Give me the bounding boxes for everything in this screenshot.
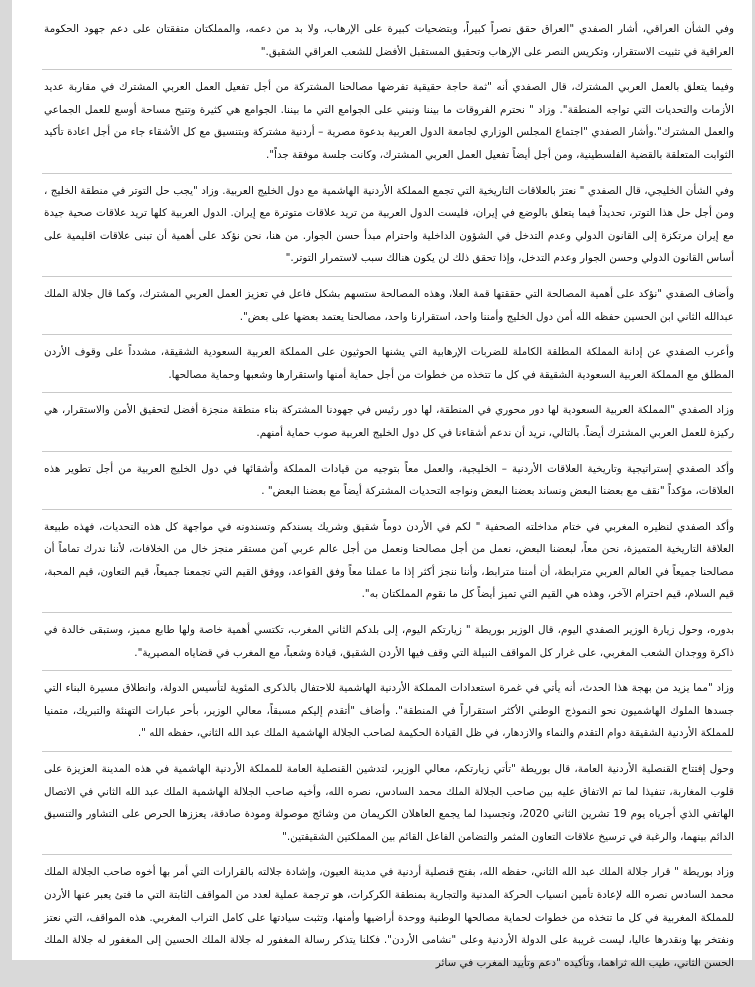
paragraph-divider	[42, 69, 732, 70]
document-page	[12, 0, 752, 969]
paragraph-divider	[42, 854, 732, 855]
paragraph-divider	[42, 509, 732, 510]
paragraph-divider	[42, 334, 732, 335]
paragraph: وأكد الصفدي لنظيره المغربي في ختام مداخلته الصحفية " لكم في الأردن دوماً شقيق وشريك يسندكم وتسندونه في مواجهة كل هذه التحديات، فهذه طبيعة العلاقة التاريخية المتميزة، نحن معاً، لبعضنا البعض، نعمل من أجل مصالحنا ونعمل من أجل عالم عربي آمن مستقر منجز خال من الخلافات، لأننا ندرك تماماً أن مصالحنا جميعاً في العالم العربي مترابطة، أن أمننا مترابط، وأننا ننجز أكثر إذا ما عملنا معاً وفق القواعد، ووفق القيم التي تجمعنا جميعاً، قيم التعاون، قيم المحبة، قيم السلام، قيم احترام الآخر، وهذه هي القيم التي تميز أيضاً كل ما نقوم المملكتان به".	[44, 520, 734, 601]
paragraph: وأضاف الصفدي "نؤكد على أهمية المصالحة التي حققتها قمة العلا، وهذه المصالحة ستسهم بشكل فاعل في تعزيز العمل العربي المشترك، وكما قال جلالة الملك عبدالله الثاني ابن الحسين حفظه الله أمن دول الخليج وأمننا واحد، استقرارنا واحد، مصالحنا يعتمد بعضها على بعض".	[44, 287, 734, 323]
paragraph: وزاد بوريطة " قرار جلالة الملك عبد الله الثاني، حفظه الله، بفتح قنصلية أردنية في مدينة العيون، وإشادة جلالته بالقرارات التي أمر بها أخوه صاحب الجلالة الملك محمد السادس نصره الله لإعادة تأمين انسياب الحركة المدنية والتجارية بمنطقة الكركرات، هو ترجمة عملية لعدد من المواقف الثابتة التي ما فتئ يعبر عنها الأردن للمملكة المغربية في كل ما تتخذه من خطوات لحماية مصالحها الوطنية ووحدة أراضيها وأمنها، وتثبت سيادتها على كامل التراب المغربي. هذه المواقف، التي نعتز ونفتخر بها ونقدرها عاليا، ليست غريبة على الدولة الأردنية وعلى "نشامى الأردن". فكلنا يتذكر رسالة المغفور له جلالة الملك الحسين إلى المغفور له جلالة الملك الحسن الثاني، طيب الله ثراهما، وتأكيده "دعم وتأييد المغرب في سائر	[44, 866, 734, 969]
paragraph: وأكد الصفدي إستراتيجية وتاريخية العلاقات الأردنية – الخليجية، والعمل معاً بتوجيه من قيادات المملكة وأشقائها في دول الخليج العربية من أجل تطوير هذه العلاقات، مؤكداً "نقف مع بعضنا البعض ونساند بعضنا البعض ونواجه التحديات المشتركة أيضاً مع بعضنا البعض" .	[44, 462, 734, 498]
paragraph: وحول إفتتاح القنصلية الأردنية العامة، قال بوريطة "تأتي زيارتكم، معالي الوزير، لتدشين القنصلية العامة للمملكة الأردنية الهاشمية في هذه المدينة العزيزة على قلوب المغاربة، تنفيذا لما تم الاتفاق عليه بين صاحب الجلالة الملك محمد السادس، نصره الله، وأخيه صاحب الجلالة الهاشمية الملك عبد الله الثاني في الاتصال الهاتفي الذي أجرياه يوم 19 تشرين الثاني 2020، وتجسيدا لما يجمع العاهلان الكريمان من وشائج موصولة ومودة صادقة، يعززها الحرص على التشاور والتنسيق الدائم بينهما، والرغبة في ترسيخ علاقات التعاون المثمر والتضامن الفاعل القائم بين المملكتين الشقيقتين."	[44, 763, 734, 843]
paragraph-divider	[42, 612, 732, 613]
paragraph-divider	[42, 670, 732, 671]
paragraph: وأعرب الصفدي عن إدانة المملكة المطلقة الكاملة للضربات الإرهابية التي يشنها الحوثيون على المملكة العربية السعودية الشقيقة، مشدداً على وقوف الأردن المطلق مع المملكة العربية السعودية الشقيقة في كل ما تتخذه من خطوات من أجل حماية أمنها واستقرارها وشعبها وحماية مصالحها.	[44, 346, 734, 381]
paragraph-divider	[42, 751, 732, 752]
paragraph-divider	[42, 451, 732, 452]
paragraph: وفيما يتعلق بالعمل العربي المشترك، قال الصفدي أنه "ثمة حاجة حقيقية تفرضها مصالحنا المشتركة من أجل تفعيل العمل العربي المشترك في مقاربة عديد الأزمات والتحديات التي تواجه المنطقة". وزاد " نحترم الفروقات ما بيننا ونبني على الجوامع التي ما بيننا. الجوامع هي كثيرة وتتيح مساحة أوسع للعمل الجماعي والعمل المشترك".وأشار الصفدي "اجتماع المجلس الوزاري لجامعة الدول العربية بدعوة مصرية – أردنية مشتركة وبتنسيق مع كل الأشقاء جاء من أجل اعادة تأكيد الثوابت المتعلقة بالقضية الفلسطينية، ومن أجل أيضاً تفعيل العمل العربي المشترك، وكانت جلسة موفقة جداً".	[44, 81, 734, 161]
paragraph: وفي الشأن العراقي، أشار الصفدي "العراق حقق نصراً كبيراً، وبتضحيات كبيرة على الإرهاب، ولا بد من دعمه، والمملكتان متفقتان على دعم جهود الحكومة العراقية في تثبيت الاستقرار، وتكريس النصر على الإرهاب وتحقيق المستقبل الأفضل للشعب العراقي الشقيق."	[44, 23, 734, 58]
paragraph: وفي الشأن الخليجي، قال الصفدي " نعتز بالعلاقات التاريخية التي تجمع المملكة الأردنية الهاشمية مع دول الخليج العربية. وزاد "يجب حل التوتر في منطقة الخليج ، ومن أجل حل هذا التوتر، تحديداً فيما يتعلق بالوضع في إيران، فليست الدول العربية من تريد علاقات متوترة مع إيران. الدول العربية كلها تريد علاقات صحية جيدة مع إيران مرتكزة إلى القانون الدولي وعدم التدخل في الشؤون الداخلية واحترام مبدأ حسن الجوار. من هنا، نحن نؤكد على أهمية أن تبنى علاقات اقليمية على أساس القانون الدولي وحسن الجوار وعدم التدخل، وإذا تحقق ذلك لن يكون هنالك سبب لاستمرار التوتر."	[44, 184, 734, 265]
paragraph: بدوره، وحول زيارة الوزير الصفدي اليوم، قال الوزير بوريطة " زيارتكم اليوم، إلى بلدكم الثاني المغرب، تكتسي أهمية خاصة ولها طابع مميز، وستبقى خالدة في ذاكرة ووجدان الشعب المغربي، على غرار كل المواقف النبيلة التي وقف فيها الأردن الشقيق، قيادة وشعباً، مع المغرب في قضاياه المصيرية".	[44, 624, 734, 659]
paragraph: وزاد "مما يزيد من بهجة هذا الحدث، أنه يأتي في غمرة استعدادات المملكة الأردنية الهاشمية للاحتفال بالذكرى المئوية لتأسيس الدولة، وانطلاق مسيرة البناء التي جسدها الملوك الهاشميون نحو النموذج الوطني الأكثر استقراراً في المنطقة". وأضاف "أتقدم إليكم مسبقاً، معالي الوزير، بأحر عبارات التهنئة والتبريك، متمنيا للمملكة الأردنية الشقيقة دوام التقدم والنماء والازدهار، في ظل القيادة الحكيمة لصاحب الجلالة الهاشمية الملك عبد الله الثاني، حفظه الله ".	[44, 682, 734, 740]
article-body	[44, 18, 734, 987]
paragraph-divider	[42, 173, 732, 174]
paragraph-divider	[42, 392, 732, 393]
paragraph-divider	[42, 276, 732, 277]
paragraph: وزاد الصفدي "المملكة العربية السعودية لها دور محوري في المنطقة، لها دور رئيس في جهودنا المشتركة بناء منطقة منجزة أفضل لتحقيق الأمن والاستقرار، هي ركيزة للعمل العربي المشترك أيضاً. بالتالي، نريد أن ندعم أشقاءنا في كل دول الخليج العربية صوب حماية أمنهم.	[44, 404, 734, 439]
